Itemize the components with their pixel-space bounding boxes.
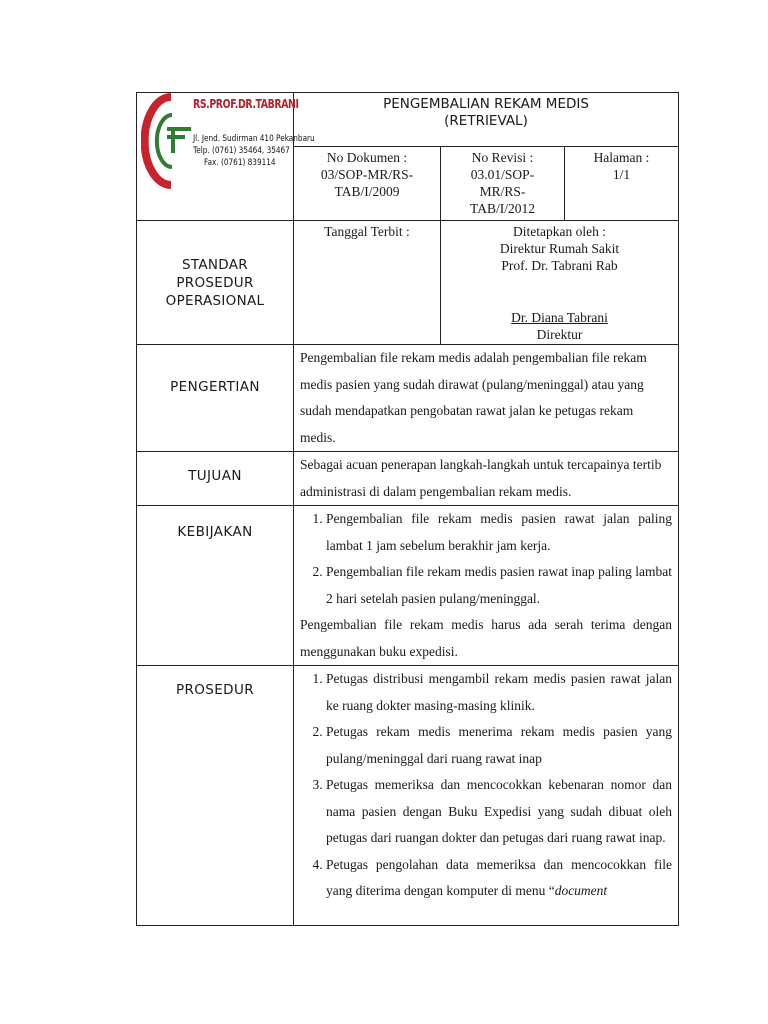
ditetapkan-label: Ditetapkan oleh : (513, 224, 606, 239)
tujuan-text: Sebagai acuan penerapan langkah-langkah untuk tercapainya tertib administrasi di dalam pengembalian rekam medis. (294, 452, 679, 506)
pengertian-label: PENGERTIAN (170, 379, 260, 395)
tujuan-label-cell (137, 452, 294, 506)
item4-text: Petugas pengolahan data memeriksa dan mencocokkan file yang diterima dengan komputer di menu “ (326, 856, 672, 898)
no-revisi-label: No Revisi : (471, 150, 534, 165)
prosedur-label: PROSEDUR (175, 682, 255, 698)
sop-label-line1: STANDAR (182, 256, 248, 273)
sop-document-table (136, 92, 679, 926)
sop-label (137, 221, 294, 345)
title-line1: PENGEMBALIAN REKAM MEDIS (383, 96, 589, 112)
item4-italic: document (554, 883, 608, 898)
list-item: 3. Petugas memeriksa dan mencocokkan kebenaran nomor dan nama pasien dengan Buku Expedisi yang sudah dibuat oleh petugas dari ruangan dokter dan petugas dari ruang rawat inap. (326, 772, 672, 852)
pengertian-text: Pengembalian file rekam medis adalah pengembalian file rekam medis pasien yang sudah dirawat (pulang/meninggal) atau yang sudah mendapatkan pengobatan rawat jalan ke petugas rekam medis. (294, 345, 679, 452)
sop-label-line2: PROSEDUR (176, 274, 254, 291)
tanggal-terbit-cell (294, 221, 441, 345)
phone-line: Telp. (0761) 35464, 35467 (193, 146, 290, 156)
prosedur-content (294, 666, 679, 926)
kebijakan-list (300, 506, 672, 612)
list-item: 1. Petugas distribusi mengambil rekam medis pasien rawat jalan ke ruang dokter masing-masing klinik. (326, 666, 672, 719)
fax-line: Fax. (0761) 839114 (204, 158, 276, 168)
document-title (294, 93, 679, 147)
sop-label-line3: OPERASIONAL (165, 292, 265, 309)
list-item (326, 852, 672, 905)
no-dokumen-label: No Dokumen : (326, 150, 408, 165)
tanggal-terbit-label: Tanggal Terbit : (324, 224, 410, 239)
tujuan-label: TUJUAN (188, 468, 242, 484)
kebijakan-label: KEBIJAKAN (177, 524, 253, 540)
no-revisi-value: 03.01/SOP-MR/RS-TAB/I/2012 (470, 167, 535, 216)
no-dokumen-cell (294, 147, 441, 221)
hospital-name-logo-text: RS.PROF.DR.TABRANI (193, 97, 299, 111)
list-item: 2. Pengembalian file rekam medis pasien rawat inap paling lambat 2 hari setelah pasien pulang/meninggal. (326, 559, 672, 612)
signer-name: Dr. Diana Tabrani (511, 310, 608, 325)
prof-name: Prof. Dr. Tabrani Rab (501, 258, 618, 273)
hospital-emblem-icon (141, 93, 197, 189)
no-revisi-cell (441, 147, 565, 221)
ditetapkan-cell (441, 221, 679, 345)
title-line2: (RETRIEVAL) (444, 113, 528, 129)
halaman-label: Halaman : (593, 150, 650, 165)
kebijakan-note: Pengembalian file rekam medis harus ada serah terima dengan menggunakan buku expedisi. (300, 617, 672, 659)
halaman-value: 1/1 (612, 167, 631, 182)
no-dokumen-value: 03/SOP-MR/RS-TAB/I/2009 (320, 167, 414, 199)
pengertian-label-cell (137, 345, 294, 452)
direktur-rs: Direktur Rumah Sakit (499, 241, 620, 256)
halaman-cell (565, 147, 679, 221)
address-line: Jl. Jend. Sudirman 410 Pekanbaru (193, 134, 315, 144)
kebijakan-content (294, 506, 679, 666)
signer-title: Direktur (536, 327, 583, 342)
prosedur-label-cell (137, 666, 294, 926)
list-item: 2. Petugas rekam medis menerima rekam medis pasien yang pulang/meninggal dari ruang rawat inap (326, 719, 672, 772)
hospital-logo (137, 93, 315, 221)
hospital-address (193, 133, 315, 169)
list-item: 1. Pengembalian file rekam medis pasien rawat jalan paling lambat 1 jam sebelum berakhir jam kerja. (326, 506, 672, 559)
kebijakan-label-cell (137, 506, 294, 666)
prosedur-list (300, 666, 672, 905)
